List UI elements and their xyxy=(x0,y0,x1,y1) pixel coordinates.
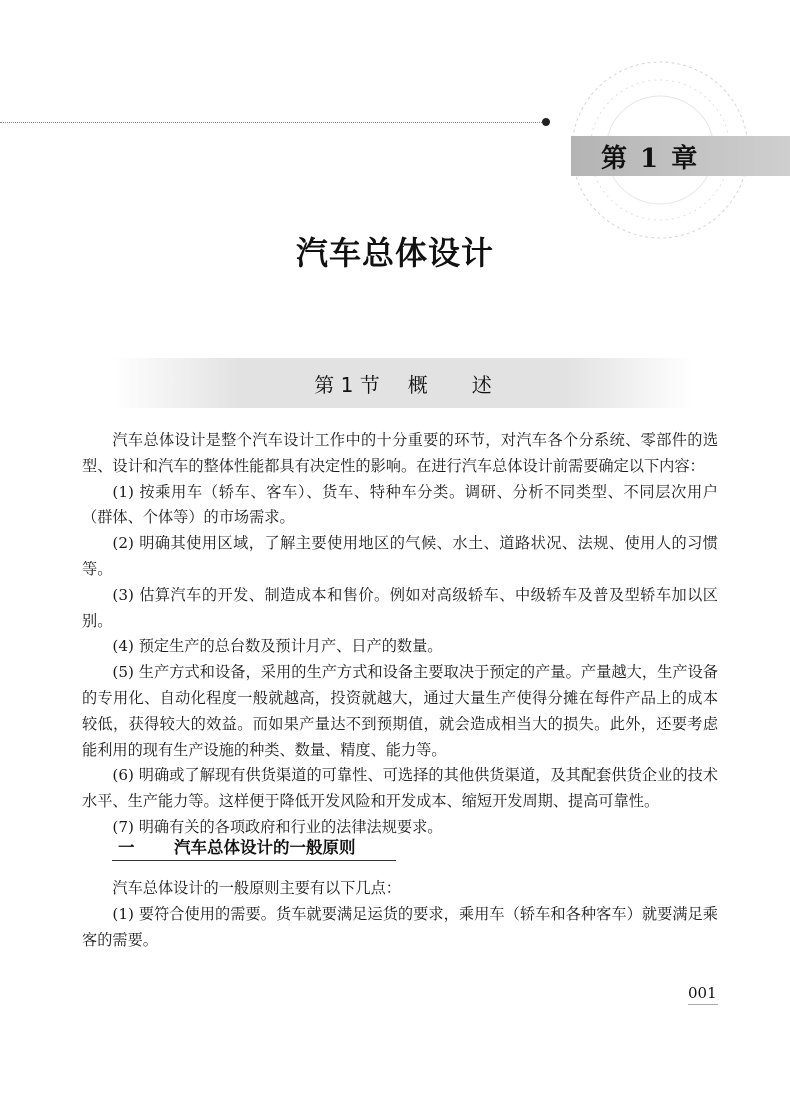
section-name: 概述 xyxy=(407,372,536,397)
paragraph: (3) 估算汽车的开发、制造成本和售价。例如对高级轿车、中级轿车及普及型轿车加以区别。 xyxy=(82,585,718,630)
subsection-heading xyxy=(112,832,396,861)
page-number: 001 xyxy=(688,984,717,1002)
paragraph: 汽车总体设计的一般原则主要有以下几点： xyxy=(112,879,401,897)
decorative-circles xyxy=(0,0,790,260)
principles-body xyxy=(82,876,718,953)
chapter-title: 汽车总体设计 xyxy=(295,234,494,272)
chapter-label: 第 1 章 xyxy=(601,143,700,174)
paragraph: (7) 明确有关的各项政府和行业的法律法规要求。 xyxy=(112,817,443,836)
paragraph: (6) 明确或了解现有供货渠道的可靠性、可选择的其他供货渠道，及其配套供货企业的技术水平、生产能力等。这样便于降低开发风险和开发成本、缩短开发周期、提高可靠性。 xyxy=(82,766,718,811)
section-heading xyxy=(112,358,694,408)
paragraph: (2) 明确其使用区域，了解主要使用地区的气候、水土、道路状况、法规、使用人的习惯等。 xyxy=(82,534,718,578)
header-rule xyxy=(0,122,546,123)
header-rule-dot xyxy=(542,118,550,126)
subsection-number: 一 xyxy=(118,838,135,857)
chapter-badge xyxy=(571,136,790,176)
paragraph: (4) 预定生产的总台数及预计月产、日产的数量。 xyxy=(112,637,443,656)
subsection-title: 汽车总体设计的一般原则 xyxy=(174,838,356,857)
paragraph: (5) 生产方式和设备，采用的生产方式和设备主要取决于预定的产量。产量越大，生产设备的专用化、自动化程度一般就越高，投资就越大，通过大量生产使得分摊在每件产品上的成本较低，获得较大的效益。而如果产量达不到预期值，就会造成相当大的损失。此外，还要考虑能利用的现有生产设施的种类、数量、精度、能力等。 xyxy=(82,663,718,759)
paragraph: (1) 要符合使用的需要。货车就要满足运货的要求，乘用车（轿车和各种客车）就要满足乘客的需要。 xyxy=(82,904,718,949)
page-number-rule xyxy=(688,1004,718,1005)
section-number: 第 1 节 xyxy=(314,372,380,397)
intro-body xyxy=(82,428,718,841)
paragraph: 汽车总体设计是整个汽车设计工作中的十分重要的环节，对汽车各个分系统、零部件的选型、设计和汽车的整体性能都具有决定性的影响。在进行汽车总体设计前需要确定以下内容： xyxy=(82,431,718,475)
paragraph: (1) 按乘用车（轿车、客车）、货车、特种车分类。调研、分析不同类型、不同层次用户（群体、个体等）的市场需求。 xyxy=(82,482,718,527)
